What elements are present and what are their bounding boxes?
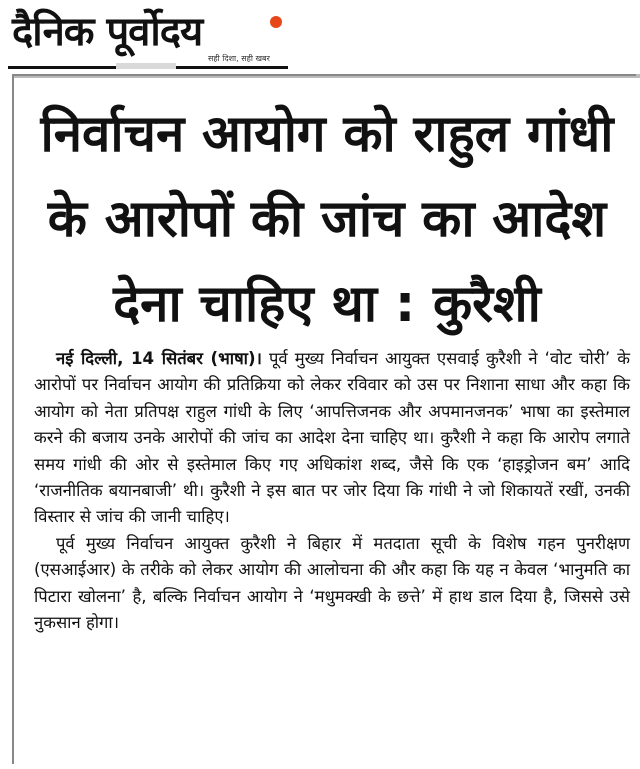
article-body <box>34 346 630 636</box>
article-paragraph-1 <box>34 346 630 531</box>
article-paragraph-1-text: पूर्व मुख्य निर्वाचन आयुक्त एसवाई कुरैशी ने ‘वोट चोरी’ के आरोपों पर निर्वाचन आयोग की प्रतिक्रिया को लेकर रविवार को उस पर निशाना साधा और कहा कि आयोग को नेता प्रतिपक्ष राहुल गांधी के लिए ‘आपत्तिजनक और अपमानजनक’ भाषा का इस्तेमाल करने की बजाय उनके आरोपों की जांच का आदेश देना चाहिए था। कुरैशी ने कहा कि आरोप लगाते समय गांधी की ओर से इस्तेमाल किए गए अधिकांश शब्द, जैसे कि एक ‘हाइड्रोजन बम’ आदि ‘राजनीतिक बयानबाजी’ थी। कुरैशी ने इस बात पर जोर दिया कि गांधी ने जो शिकायतें रखीं, उनकी विस्तार से जांच की जानी चाहिए। <box>34 349 630 527</box>
masthead <box>8 6 298 72</box>
article-dateline: नई दिल्ली, 14 सितंबर (भाषा)। <box>56 349 262 368</box>
article-paragraph-2: पूर्व मुख्य निर्वाचन आयुक्त कुरैशी ने बिहार में मतदाता सूची के विशेष गहन पुनरीक्षण (एसआईआर) के तरीके को लेकर आयोग की आलोचना की और कहा कि यह न केवल ‘भानुमति का पिटारा खोलना’ है, बल्कि निर्वाचन आयोग ने ‘मधुमक्खी के छत्ते’ में हाथ डाल दिया है, जिससे उसे नुकसान होगा। <box>34 533 630 633</box>
masthead-tagline: सही दिशा, सही खबर <box>208 54 270 63</box>
masthead-rule-label <box>116 63 176 69</box>
article-headline: निर्वाचन आयोग को राहुल गांधी के आरोपों की जांच का आदेश देना चाहिए था : कुरैशी <box>40 105 614 334</box>
masthead-title: दैनिक पूर्वोदय <box>12 9 203 55</box>
masthead-logo-dot-icon <box>270 16 282 28</box>
